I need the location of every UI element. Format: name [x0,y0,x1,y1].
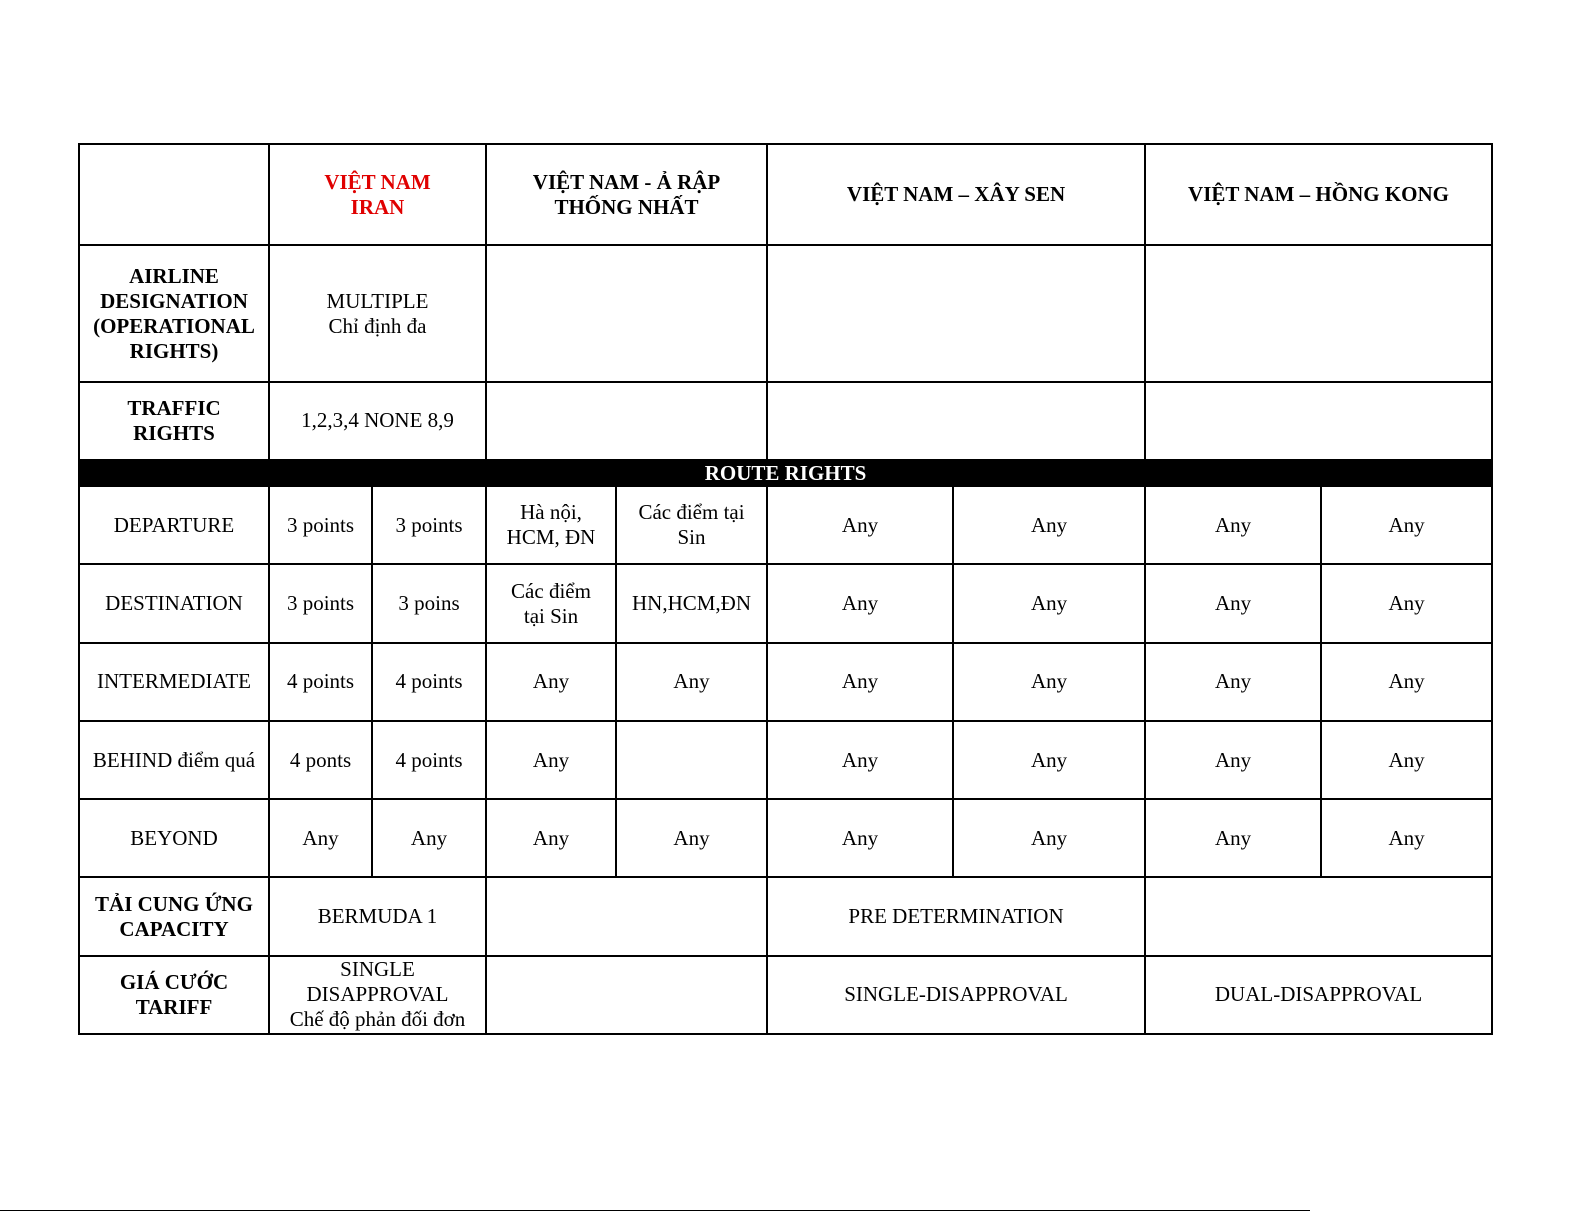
route-row-label: DEPARTURE [79,486,269,564]
cell-line: Các điểm [511,578,591,603]
tariff-row [79,956,1492,1034]
route-cell [269,721,372,799]
traffic-rights-iran: 1,2,3,4 NONE 8,9 [269,382,486,460]
route-cell [767,799,953,877]
airline-designation-hongkong [1145,245,1492,381]
cell-line: Any [302,825,339,850]
label-line: DESIGNATION [100,288,248,313]
traffic-rights-seychelles [767,382,1145,460]
route-cell [269,564,372,642]
route-cell [767,486,953,564]
route-cell [1321,643,1492,721]
airline-designation-seychelles [767,245,1145,381]
cell-line: Các điểm tại [638,500,745,525]
cell-line: DISAPPROVAL [306,982,449,1007]
route-cell [767,564,953,642]
route-row [79,486,1492,564]
route-row [79,643,1492,721]
cell-line: Any [1030,512,1068,537]
cell-line: Any [1030,669,1068,694]
route-cell [953,643,1145,721]
label-line: GIÁ CƯỚC [119,969,229,994]
airline-designation-uae [486,245,767,381]
cell-line: HCM, ĐN [506,525,596,550]
route-cell [1145,721,1321,799]
route-cell [616,721,767,799]
cell-line: Any [532,669,570,694]
route-cell [372,486,486,564]
tariff-uae [486,956,767,1034]
cell-line: Any [841,669,879,694]
cell-line: 3 points [395,512,463,537]
route-row-label: BEHIND điểm quá [79,721,269,799]
route-cell [767,643,953,721]
route-cell [486,564,616,642]
row-label-capacity [79,877,269,955]
label-line: RIGHTS [133,420,215,445]
cell-line: Chỉ định đa [328,313,427,338]
cell-line: 4 ponts [289,747,352,772]
label-line: RIGHTS) [129,338,219,363]
cell-line: Any [673,825,710,850]
cell-line: Any [1388,825,1425,850]
traffic-rights-hongkong [1145,382,1492,460]
route-cell [372,721,486,799]
route-rights-title: ROUTE RIGHTS [79,460,1492,486]
cell-line: Any [532,825,570,850]
route-cell [1321,799,1492,877]
label-line: (OPERATIONAL [93,313,255,338]
cell-line: Any [673,669,710,694]
tariff-iran [269,956,486,1034]
capacity-iran: BERMUDA 1 [269,877,486,955]
cell-line: Sin [677,525,706,550]
route-row-label: INTERMEDIATE [79,643,269,721]
route-cell [486,721,616,799]
capacity-hongkong [1145,877,1492,955]
route-cell [767,721,953,799]
route-cell [616,799,767,877]
cell-line: Any [410,825,448,850]
cell-line: Any [1214,825,1252,850]
route-cell [486,799,616,877]
cell-line: HN,HCM,ĐN [632,591,752,616]
tariff-hongkong: DUAL-DISAPPROVAL [1145,956,1492,1034]
airline-designation-iran [269,245,486,381]
route-cell [269,486,372,564]
route-cell [616,643,767,721]
route-row [79,564,1492,642]
capacity-seychelles: PRE DETERMINATION [767,877,1145,955]
header-vietnam-hongkong: VIỆT NAM – HỒNG KONG [1145,144,1492,245]
cell-line: Chế độ phản đối đơn [289,1007,466,1032]
header-vietnam-uae [486,144,767,245]
route-cell [1145,799,1321,877]
route-cell [953,799,1145,877]
route-row [79,721,1492,799]
route-cell [372,564,486,642]
route-rows [79,486,1492,877]
header-line: VIỆT NAM - Ả RẬP [532,169,721,194]
route-cell [1321,486,1492,564]
label-line: TARIFF [135,994,213,1019]
header-line: THỐNG NHẤT [554,194,699,219]
cell-line: SINGLE [340,957,415,982]
cell-line: 4 points [395,747,463,772]
route-cell [1321,564,1492,642]
cell-line: Any [1030,591,1068,616]
traffic-rights-uae [486,382,767,460]
cell-line: Any [532,747,570,772]
corner-cell [79,144,269,245]
row-label-airline-designation [79,245,269,381]
cell-line: 3 points [286,591,355,616]
bottom-rule [0,1210,1310,1211]
route-cell [486,486,616,564]
cell-line: 4 points [395,669,463,694]
capacity-row [79,877,1492,955]
cell-line: Any [1030,747,1068,772]
cell-line: Any [841,591,879,616]
route-cell [953,486,1145,564]
tariff-seychelles: SINGLE-DISAPPROVAL [767,956,1145,1034]
header-line: IRAN [350,194,405,219]
route-cell [953,564,1145,642]
route-cell [616,564,767,642]
route-cell [269,643,372,721]
traffic-rights-row [79,382,1492,460]
cell-line: Hà nội, [520,500,582,525]
label-line: CAPACITY [119,916,229,941]
cell-line: Any [1388,669,1425,694]
cell-line: Any [1214,747,1252,772]
route-cell [616,486,767,564]
cell-line: Any [1388,512,1425,537]
cell-line: Any [1214,669,1252,694]
header-row [79,144,1492,245]
cell-line: 3 points [286,512,355,537]
label-line: TẢI CUNG ỨNG [95,891,253,916]
air-rights-table [78,143,1493,1035]
cell-line: Any [1388,747,1425,772]
cell-line: Any [1214,512,1252,537]
row-label-tariff [79,956,269,1034]
cell-line: Any [841,747,879,772]
cell-line: Any [1388,591,1425,616]
route-cell [372,799,486,877]
header-vietnam-seychelles: VIỆT NAM – XÂY SEN [767,144,1145,245]
route-row [79,799,1492,877]
airline-designation-row [79,245,1492,381]
route-cell [269,799,372,877]
route-cell [1145,643,1321,721]
route-cell [372,643,486,721]
header-line: VIỆT NAM [324,169,431,194]
cell-line: Any [841,825,879,850]
route-row-label: BEYOND [79,799,269,877]
route-cell [953,721,1145,799]
route-rights-bar-row [79,460,1492,486]
cell-line: Any [1214,591,1252,616]
cell-line: MULTIPLE [326,288,429,313]
cell-line: 4 points [286,669,355,694]
route-cell [1145,564,1321,642]
row-label-traffic-rights [79,382,269,460]
route-cell [486,643,616,721]
capacity-uae [486,877,767,955]
cell-line: tại Sin [523,603,579,628]
route-row-label: DESTINATION [79,564,269,642]
label-line: TRAFFIC [127,395,221,420]
header-vietnam-iran [269,144,486,245]
cell-line: 3 poins [398,591,460,616]
cell-line: Any [841,512,879,537]
cell-line: Any [1030,825,1068,850]
route-cell [1321,721,1492,799]
route-cell [1145,486,1321,564]
label-line: AIRLINE [129,263,219,288]
